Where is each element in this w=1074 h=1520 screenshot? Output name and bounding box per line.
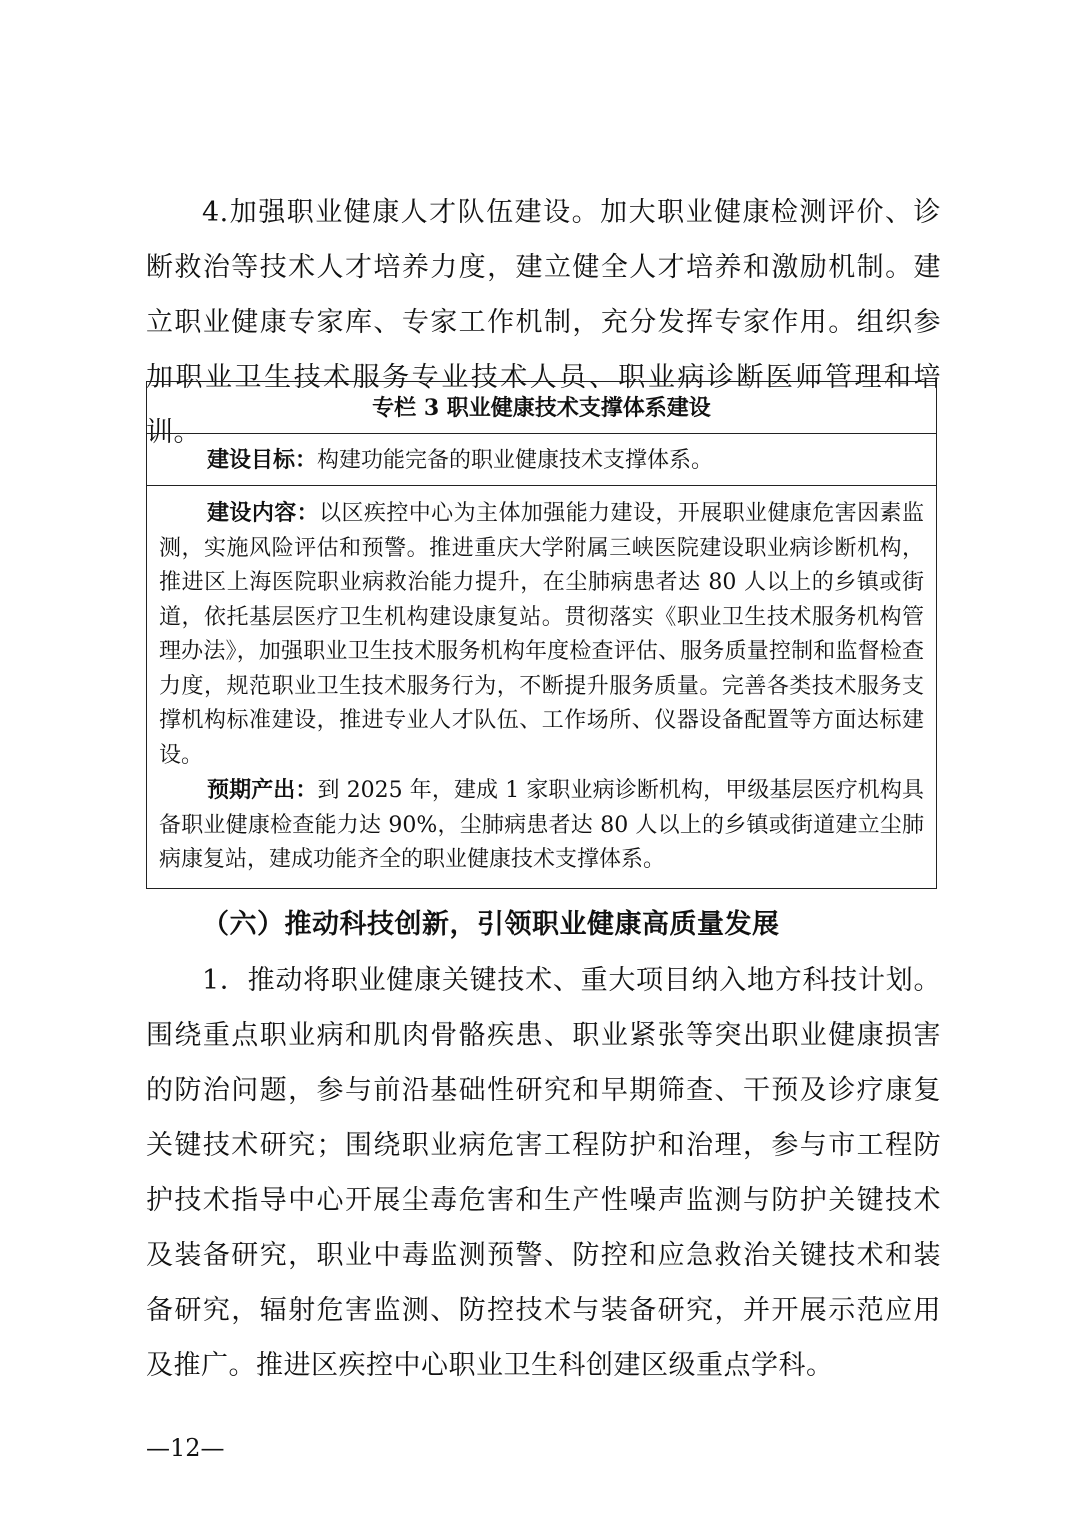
column-box-content-row xyxy=(147,486,936,888)
column-box-title: 专栏 3 职业健康技术支撑体系建设 xyxy=(147,382,936,434)
output-label: 预期产出： xyxy=(207,777,318,803)
content-paragraph xyxy=(159,496,924,773)
section-heading: （六）推动科技创新，引领职业健康高质量发展 xyxy=(202,909,780,940)
column-box-goal-row xyxy=(147,434,936,486)
content-text: 以区疾控中心为主体加强能力建设，开展职业健康危害因素监测，实施风险评估和预警。推进重庆大学附属三峡医院建设职业病诊断机构，推进区上海医院职业病救治能力提升，在尘肺病患者达 80 人以上的乡镇或街道，依托基层医疗卫生机构建设康复站。贯彻落实《职业卫生技术服务机构管理办法》，加强职业卫生技术服务机构年度检查评估、服务质量控制和监督检查力度，规范职业卫生技术服务行为，不断提升服务质量。完善各类技术服务支撑机构标准建设，推进专业人才队伍、工作场所、仪器设备配置等方面达标建设。 xyxy=(159,501,924,768)
goal-text: 构建功能完备的职业健康技术支撑体系。 xyxy=(317,448,714,473)
goal-label: 建设目标： xyxy=(207,447,318,473)
column-box xyxy=(146,381,937,889)
body-paragraph: 1．推动将职业健康关键技术、重大项目纳入地方科技计划。围绕重点职业病和肌肉骨骼疾患、职业紧张等突出职业健康损害的防治问题，参与前沿基础性研究和早期筛查、干预及诊疗康复关键技术研究；围绕职业病危害工程防护和治理，参与市工程防护技术指导中心开展尘毒危害和生产性噪声监测与防护关键技术及装备研究，职业中毒监测预警、防控和应急救治关键技术和装备研究，辐射危害监测、防控技术与装备研究，并开展示范应用及推广。推进区疾控中心职业卫生科创建区级重点学科。 xyxy=(146,965,941,1381)
output-text: 到 2025 年，建成 1 家职业病诊断机构，甲级基层医疗机构具备职业健康检查能力达 90%，尘肺病患者达 80 人以上的乡镇或街道建立尘肺病康复站，建成功能齐全的职业健康技术支撑体系。 xyxy=(159,778,924,872)
content-label: 建设内容： xyxy=(207,500,320,526)
output-paragraph xyxy=(159,773,924,878)
body-paragraph: 4.加强职业健康人才队伍建设。加大职业健康检测评价、诊断救治等技术人才培养力度，建立健全人才培养和激励机制。建立职业健康专家库、专家工作机制，充分发挥专家作用。组织参加职业卫生技术服务专业技术人员、职业病诊断医师管理和培训。 xyxy=(146,197,941,448)
page-number: —12— xyxy=(146,1434,225,1462)
